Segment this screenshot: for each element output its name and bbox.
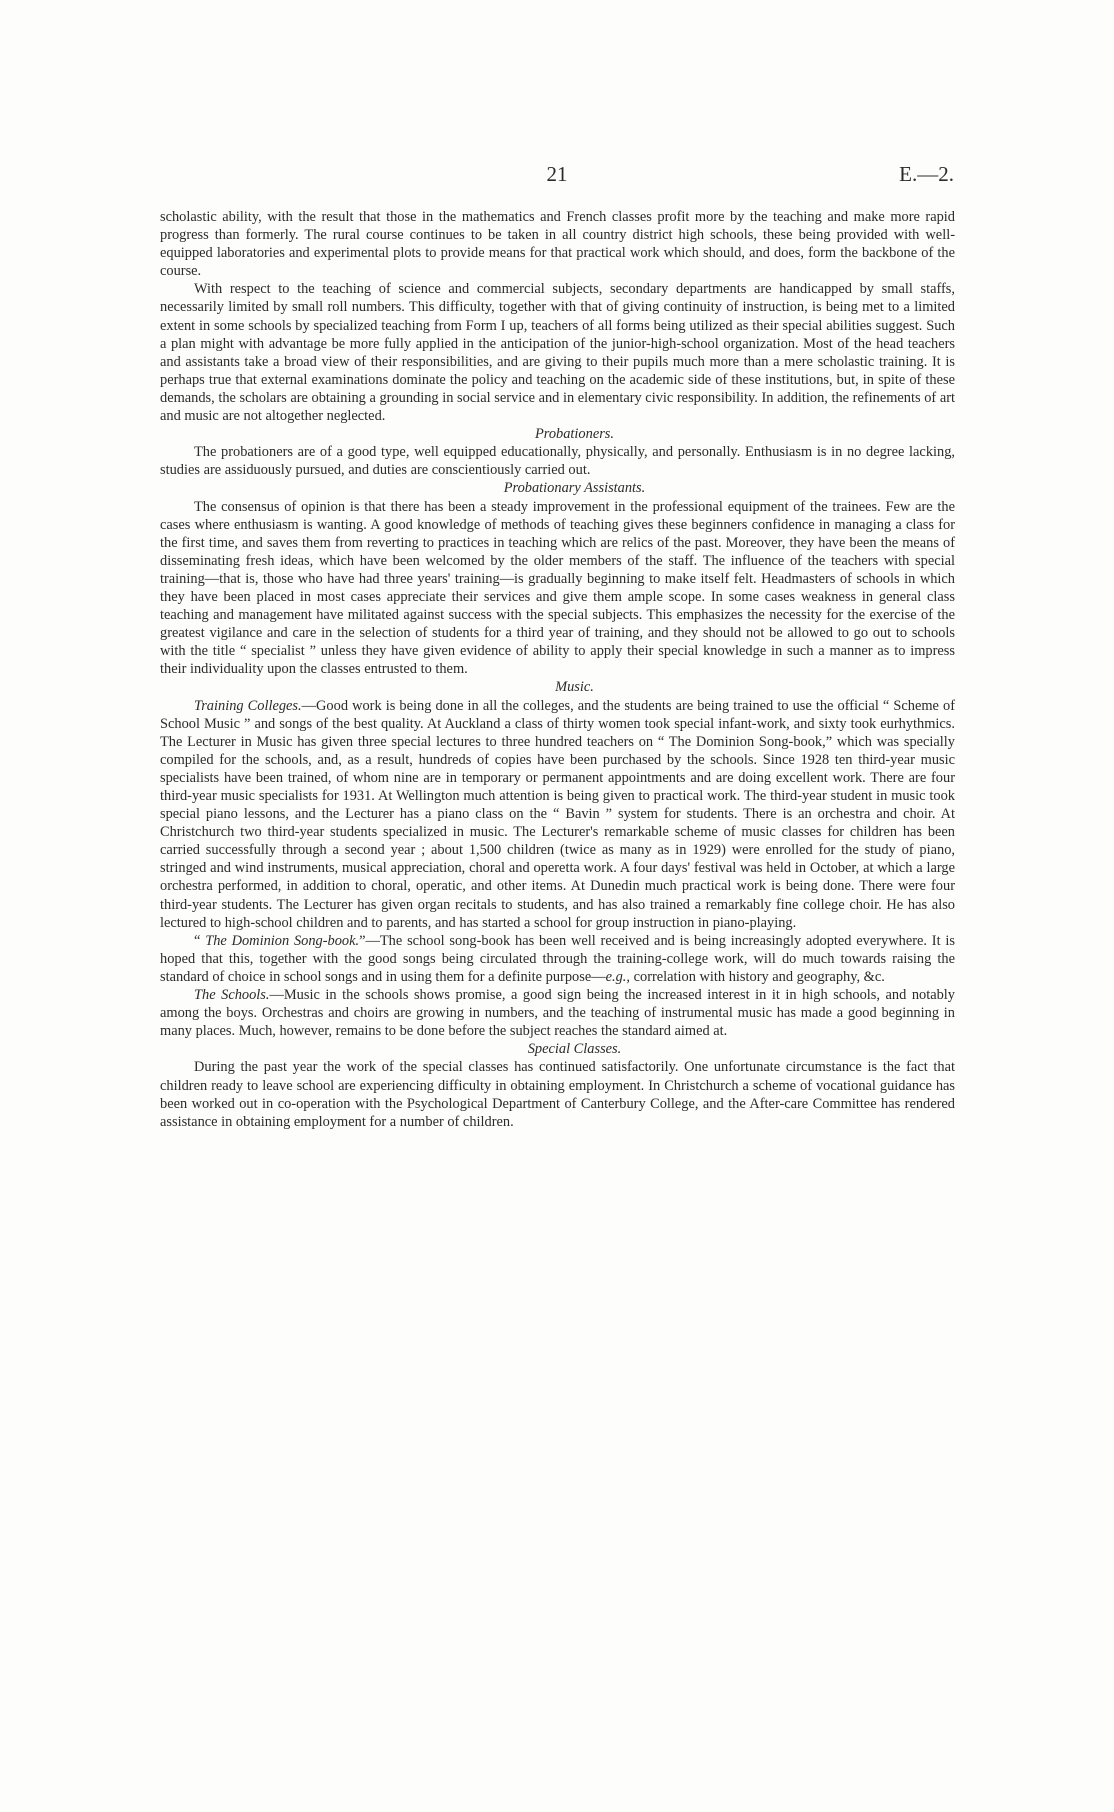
paragraph-the-schools — [160, 986, 955, 1040]
the-schools-text: —Music in the schools shows promise, a good sign being the increased interest in it in high schools, and notably among the boys. Orchestras and choirs are growing in numbers, and the teaching of instrumental music has made a good beginning in many places. Much, however, remains to be done before the subject reaches the standard aimed at. — [160, 987, 955, 1040]
runin-the-schools: The Schools. — [194, 987, 270, 1004]
paragraph-training-colleges — [160, 697, 955, 932]
songbook-eg: e.g., — [605, 968, 631, 985]
songbook-text-end: correlation with history and geography, &c. — [630, 968, 885, 985]
paragraph-probationary-assistants: The consensus of opinion is that there has been a steady improvement in the professional equipment of the trainees. Few are the cases where enthusiasm is wanting. A good knowledge of methods of teaching gives these beginners confidence in managing a class for the first time, and saves them from reverting to practices in teaching which are relics of the past. Moreover, they have been the means of disseminating fresh ideas, which have been welcomed by the older members of the staff. The influence of the teachers with special training—that is, those who have had three years' training—is gradually beginning to make itself felt. Headmasters of schools in which they have been placed in most cases appreciate their services and give them ample scope. In some cases weakness in general class teaching and management have militated against success with the special subjects. This emphasizes the necessity for the exercise of the greatest vigilance and care in the selection of students for a third year of training, and they should not be allowed to go out to schools with the title “ specialist ” unless they have given evidence of ability to apply their special knowledge in such a manner as to impress their individuality upon the classes entrusted to them. — [160, 498, 955, 678]
songbook-open-quote: “ — [194, 932, 206, 949]
page-header — [160, 162, 954, 192]
runin-dominion-song-book: The Dominion Song-book. — [205, 932, 360, 949]
paragraph-secondary-departments: With respect to the teaching of science and commercial subjects, secondary departments are handicapped by small staffs, necessarily limited by small roll numbers. This difficulty, together with that of giving continuity of instruction, is being met to a limited extent in some schools by specialized teaching from Form I up, teachers of all forms being utilized as their special abilities suggest. Such a plan might with advantage be more fully applied in the anticipation of the junior-high-school organization. Most of the head teachers and assistants take a broad view of their responsibilities, and are giving to their pupils much more than a mere scholastic training. It is perhaps true that external examinations dominate the policy and teaching on the academic side of these institutions, but, in spite of these demands, the scholars are obtaining a grounding in social service and in elementary civic responsibility. In addition, the refinements of art and music are not altogether neglected. — [160, 281, 955, 425]
section-heading-special-classes: Special Classes. — [527, 1041, 622, 1058]
runin-training-colleges: Training Colleges. — [194, 697, 302, 714]
section-heading-music: Music. — [555, 679, 594, 696]
songbook-text: —The school song-book has been well received and is being increasingly adopted everywhere. It is hoped that this, together with the good songs being circulated through the training-college work, will do much towards raising the standard of choice in school songs and in using them for a definite purpose— — [160, 932, 955, 985]
section-heading-probationary-assistants: Probationary Assistants. — [503, 480, 646, 497]
paragraph-probationers: The probationers are of a good type, well equipped educationally, physically, and personally. Enthusiasm is in no degree lacking, studies are assiduously pursued, and duties are conscientiously carried out. — [160, 444, 955, 479]
paragraph-special-classes: During the past year the work of the special classes has continued satisfactorily. One unfortunate circumstance is the fact that children ready to leave school are experiencing difficulty in obtaining employment. In Christchurch a scheme of vocational guidance has been worked out in co-operation with the Psychological Department of Canterbury College, and the After-care Committee has rendered assistance in obtaining employment for a number of children. — [160, 1059, 955, 1130]
section-heading-probationers: Probationers. — [534, 426, 614, 443]
document-body — [160, 208, 955, 1131]
page-number: 21 — [546, 162, 568, 186]
training-colleges-text: —Good work is being done in all the colleges, and the students are being trained to use the official “ Scheme of School Music ” and songs of the best quality. At Auckland a class of thirty women took special infant-work, and sixty took eurhythmics. The Lecturer in Music has given three special lectures to three hundred teachers on “ The Dominion Song-book,” which was specially compiled for the schools, and, as a result, hundreds of copies have been purchased by the schools. Since 1928 ten third-year music specialists have been trained, of whom nine are in temporary or permanent appointments and are doing excellent work. There are four third-year music specialists for 1931. At Wellington much attention is being given to practical work. The third-year student in music took special piano lessons, and the Lecturer has a piano class on the “ Bavin ” system for students. There is an orchestra and choir. At Christchurch two third-year students specialized in music. The Lecturer's remarkable scheme of music classes for children has been carried successfully through a second year ; about 1,500 children (twice as many as in 1929) were enrolled for the study of piano, stringed and wind instruments, musical appreciation, choral and operetta work. A four days' festival was held in October, at which a large orchestra performed, in addition to choral, operatic, and other items. At Dunedin much practical work is being done. There were four third-year students. The Lecturer has given organ recitals to students, and has also trained a remarkably fine college choir. He has also lectured to high-school children and to parents, and has started a school for group instruction in piano-playing. — [160, 697, 955, 931]
document-code: E.—2. — [899, 162, 954, 186]
paragraph-dominion-song-book — [160, 932, 955, 986]
songbook-close-quote: ” — [359, 932, 366, 949]
paragraph-continuation: scholastic ability, with the result that those in the mathematics and French classes profit more by the teaching and make more rapid progress than formerly. The rural course continues to be taken in all country district high schools, these being provided with well-equipped laboratories and experimental plots to provide means for that practical work which should, and does, form the backbone of the course. — [160, 209, 955, 280]
